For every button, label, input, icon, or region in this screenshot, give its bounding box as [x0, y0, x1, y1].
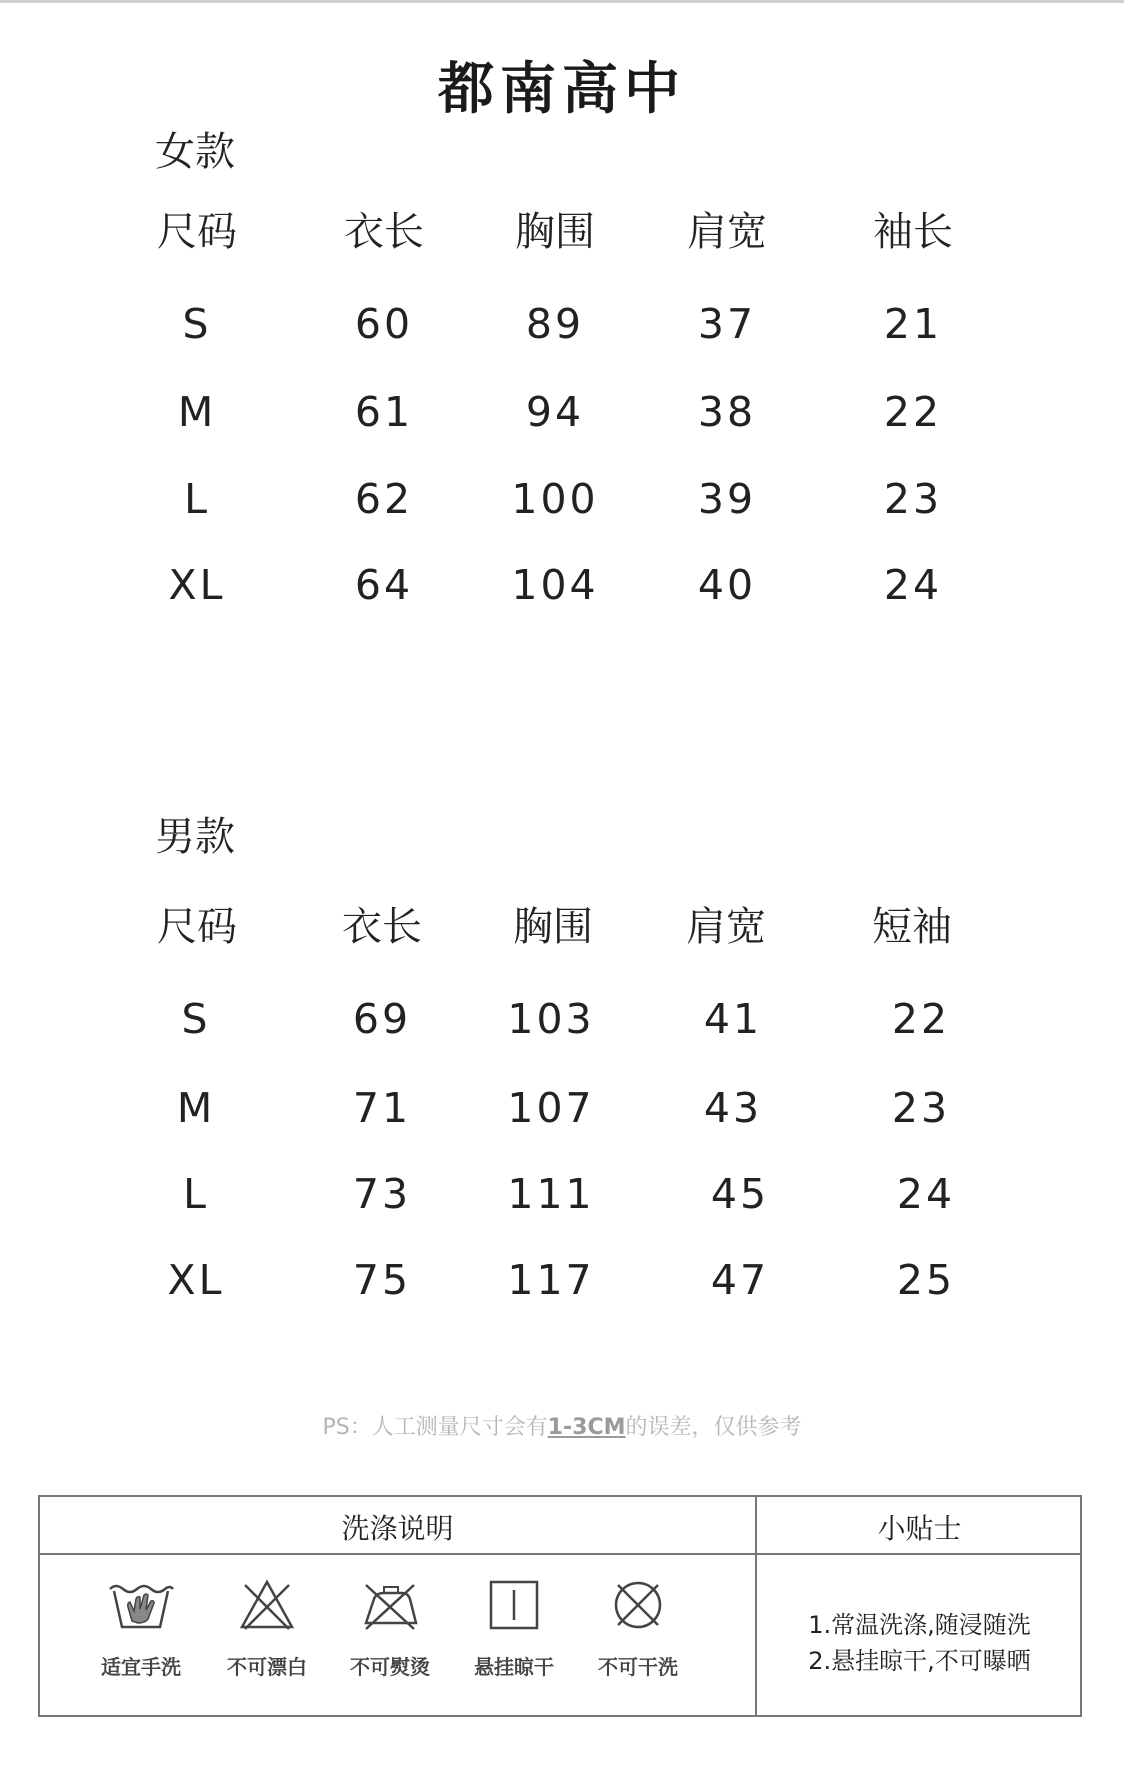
measurement-cell: 71: [352, 1084, 412, 1132]
no-bleach-icon: [237, 1577, 297, 1633]
column-header: 衣长: [342, 904, 422, 950]
measurement-cell: 22: [891, 995, 951, 1043]
measurement-cell: 41: [703, 995, 763, 1043]
page-title: 都南高中: [438, 57, 686, 122]
measurement-cell: 64: [354, 561, 414, 609]
care-table: [38, 1495, 1082, 1717]
measurement-cell: 75: [352, 1256, 412, 1304]
hang-dry-icon: [486, 1577, 542, 1633]
hand-wash-icon: [106, 1577, 176, 1633]
size-cell: S: [182, 300, 212, 348]
measurement-cell: 100: [511, 475, 599, 523]
note-suffix: 的误差，仅供参考: [625, 1415, 802, 1440]
tip-item: 2.悬挂晾干,不可曝晒: [808, 1647, 1031, 1675]
care-item-hand-wash: [86, 1577, 196, 1680]
measurement-cell: 111: [507, 1170, 595, 1218]
tip-item: 1.常温洗涤,随浸随洗: [808, 1611, 1031, 1639]
column-header: 尺码: [157, 209, 237, 255]
size-cell: M: [176, 1084, 216, 1132]
care-label: 悬挂晾干: [474, 1655, 554, 1679]
measurement-note: [0, 1410, 1124, 1441]
care-label: 不可熨烫: [350, 1655, 430, 1679]
note-range: 1-3CM: [547, 1415, 626, 1440]
measurement-cell: 117: [507, 1256, 595, 1304]
care-instructions-header: 洗涤说明: [341, 1512, 454, 1545]
measurement-cell: 40: [697, 561, 757, 609]
measurement-cell: 107: [507, 1084, 595, 1132]
measurement-cell: 89: [525, 300, 585, 348]
column-header: 胸围: [515, 209, 595, 255]
care-label: 不可漂白: [227, 1655, 307, 1679]
measurement-cell: 24: [883, 561, 943, 609]
column-header: 胸围: [513, 904, 593, 950]
column-header: 尺码: [157, 904, 237, 950]
measurement-cell: 62: [354, 475, 414, 523]
note-prefix: PS：人工测量尺寸会有: [322, 1415, 548, 1440]
measurement-cell: 61: [354, 388, 414, 436]
measurement-cell: 45: [710, 1170, 770, 1218]
tips-header: 小贴士: [877, 1512, 962, 1545]
size-cell: L: [184, 475, 210, 523]
column-header: 肩宽: [686, 904, 766, 950]
care-divider-horizontal: [40, 1553, 1080, 1555]
measurement-cell: 60: [354, 300, 414, 348]
no-iron-icon: [358, 1577, 422, 1633]
measurement-cell: 39: [697, 475, 757, 523]
measurement-cell: 103: [507, 995, 595, 1043]
size-cell: S: [181, 995, 211, 1043]
column-header: 短袖: [872, 904, 952, 950]
size-cell: M: [177, 388, 217, 436]
measurement-cell: 37: [697, 300, 757, 348]
measurement-cell: 94: [525, 388, 585, 436]
men-section-label: 男款: [155, 814, 235, 860]
no-dry-clean-icon: [610, 1577, 666, 1633]
measurement-cell: 25: [896, 1256, 956, 1304]
measurement-cell: 23: [891, 1084, 951, 1132]
measurement-cell: 43: [703, 1084, 763, 1132]
measurement-cell: 38: [697, 388, 757, 436]
measurement-cell: 73: [352, 1170, 412, 1218]
care-item-no-bleach: [212, 1577, 322, 1680]
size-cell: XL: [168, 561, 226, 609]
column-header: 袖长: [873, 209, 953, 255]
size-cell: L: [183, 1170, 209, 1218]
column-header: 肩宽: [687, 209, 767, 255]
column-header: 衣长: [344, 209, 424, 255]
measurement-cell: 69: [352, 995, 412, 1043]
measurement-cell: 22: [883, 388, 943, 436]
measurement-cell: 23: [883, 475, 943, 523]
care-item-no-dry-clean: [583, 1577, 693, 1680]
measurement-cell: 47: [710, 1256, 770, 1304]
care-item-no-iron: [335, 1577, 445, 1680]
measurement-cell: 24: [896, 1170, 956, 1218]
measurement-cell: 104: [511, 561, 599, 609]
tips-list: [757, 1607, 1082, 1679]
care-item-hang-dry: [459, 1577, 569, 1680]
top-border: [0, 0, 1124, 3]
size-cell: XL: [167, 1256, 225, 1304]
care-label: 不可干洗: [598, 1655, 678, 1679]
care-label: 适宜手洗: [101, 1655, 181, 1679]
women-section-label: 女款: [155, 129, 235, 175]
measurement-cell: 21: [883, 300, 943, 348]
